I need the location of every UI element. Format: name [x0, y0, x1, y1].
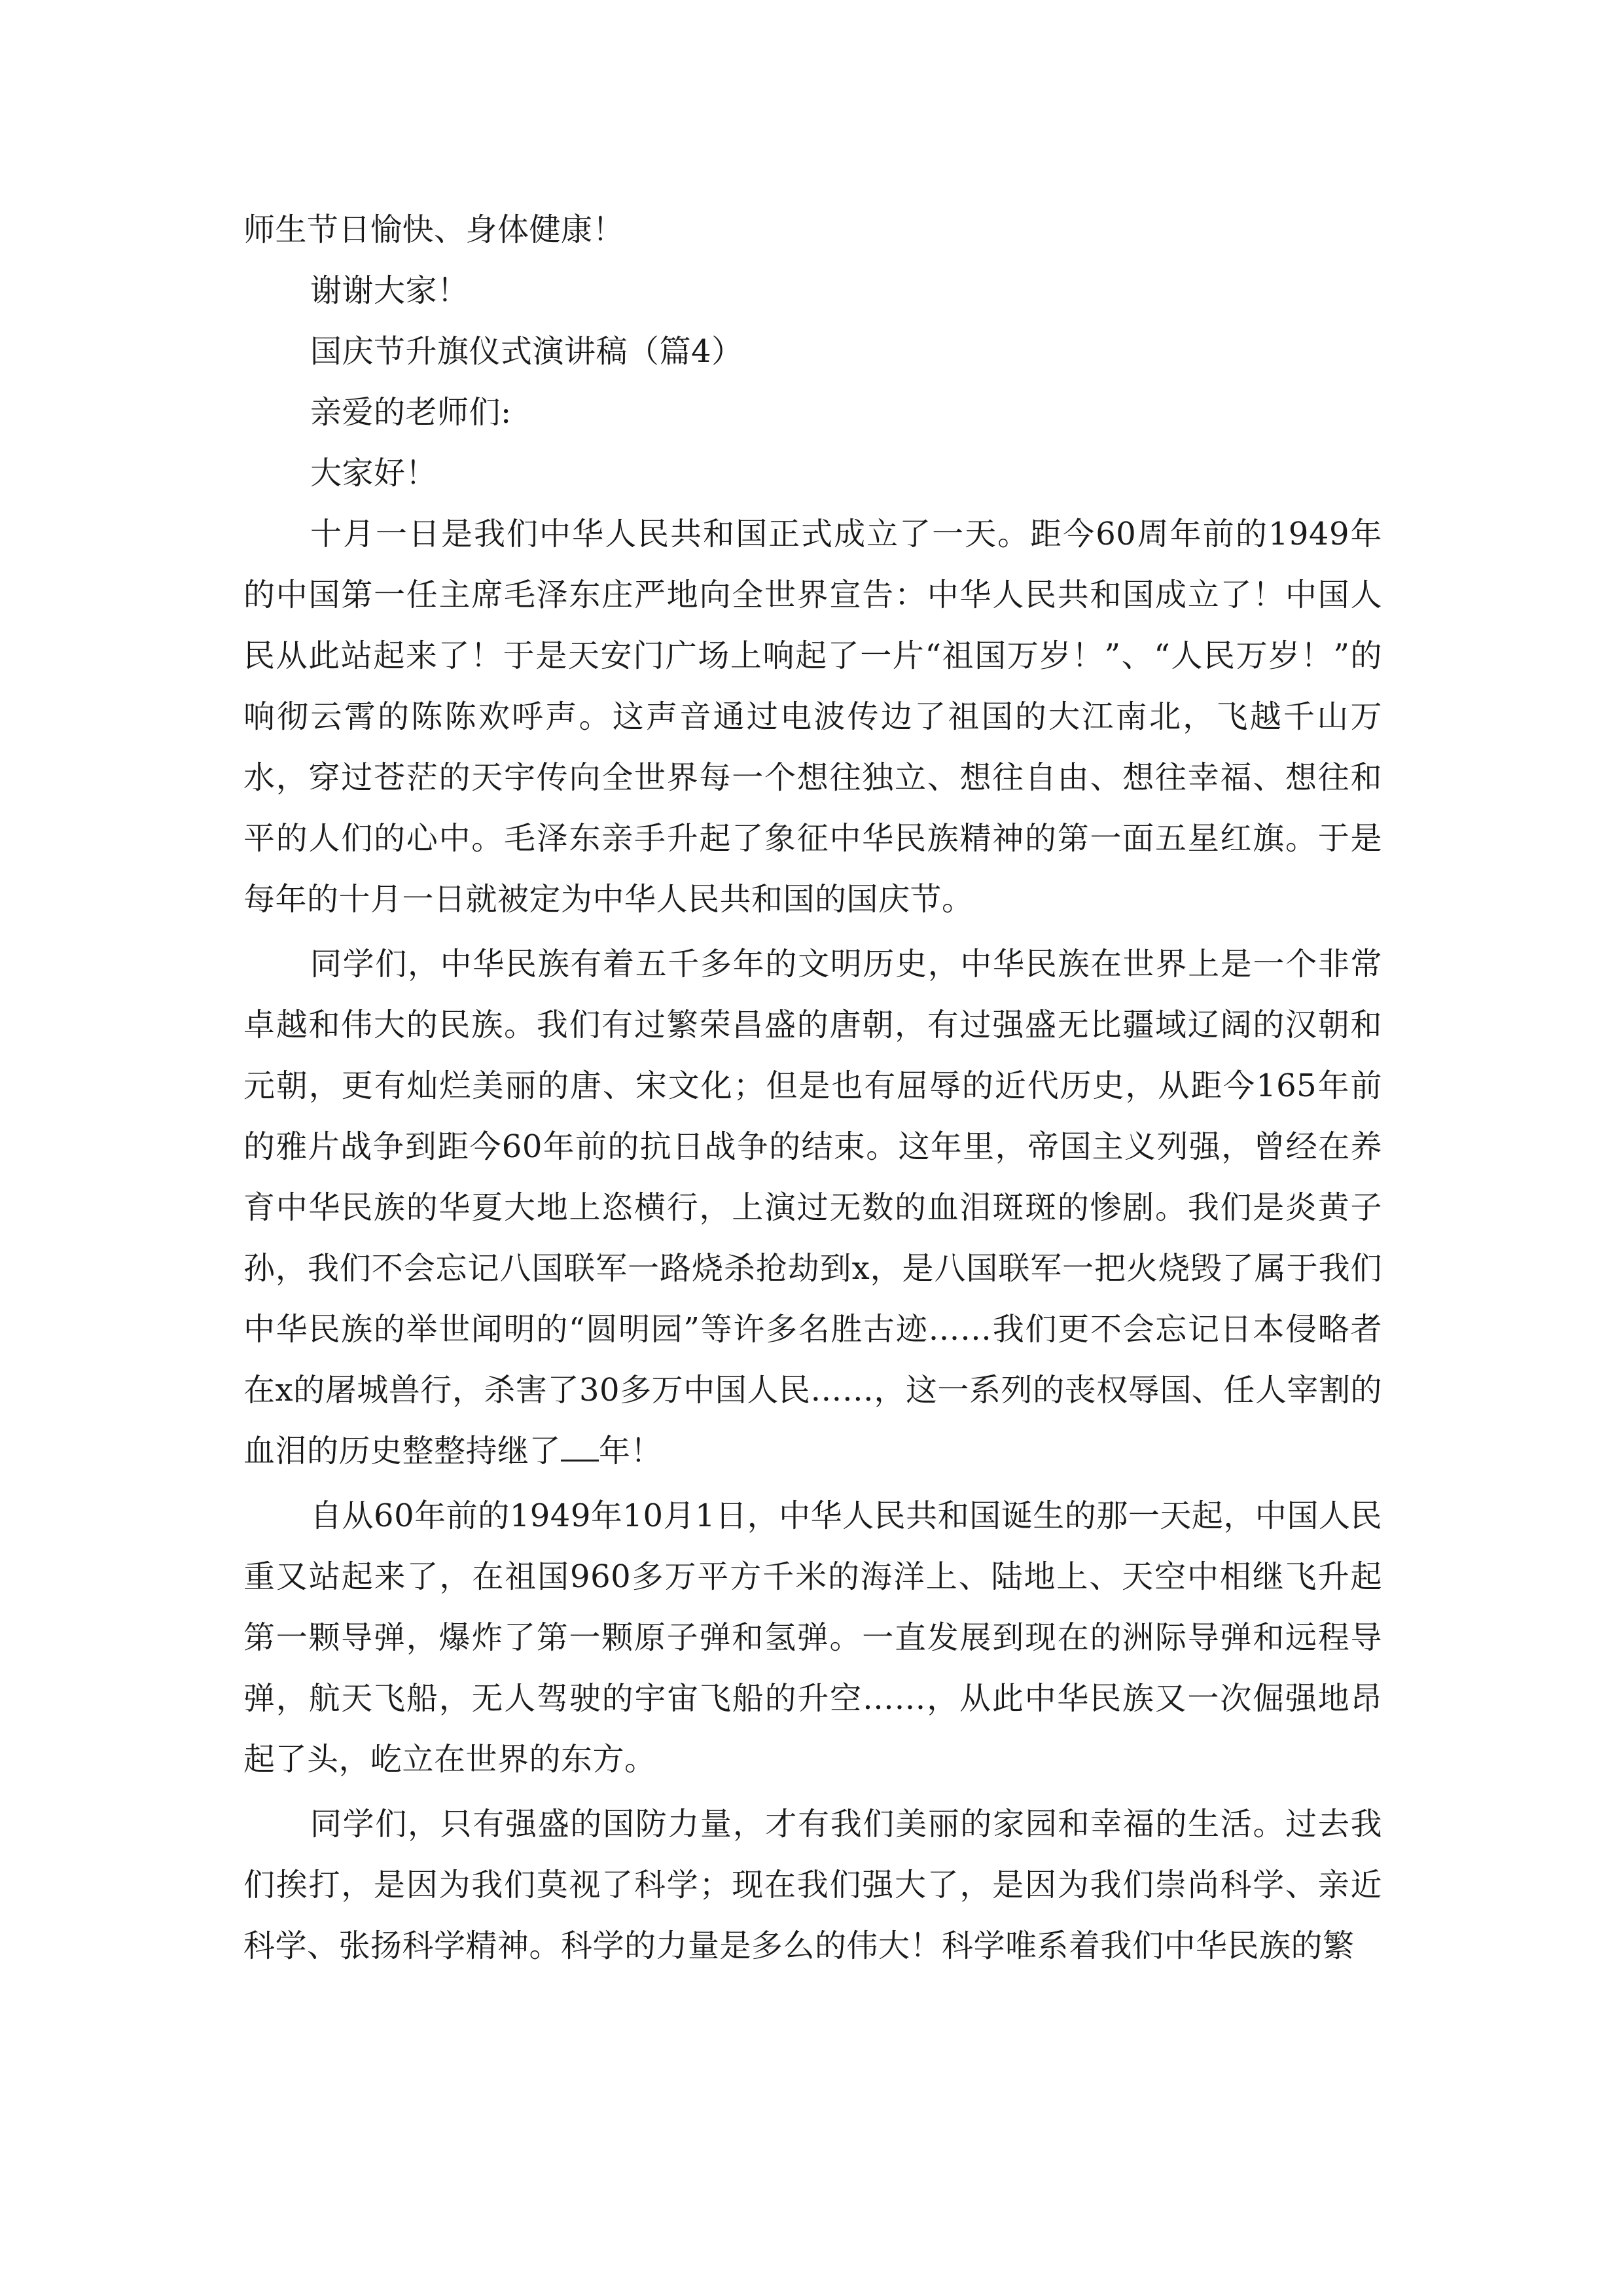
paragraph-rise: 自从60年前的1949年10月1日，中华人民共和国诞生的那一天起，中国人民重又站起来了，在祖国960多万平方千米的海洋上、陆地上、天空中相继飞升起第一颗导弹，爆炸了第一颗原子弹和氢弹。一直发展到现在的洲际导弹和远程导弹，航天飞船，无人驾驶的宇宙飞船的升空……，从此中华民族又一次倔强地昂起了头，屹立在世界的东方。: [243, 1498, 1382, 1778]
paragraph-founding: 十月一日是我们中华人民共和国正式成立了一天。距今60周年前的1949年的中国第一任主席毛泽东庄严地向全世界宣告：中华人民共和国成立了！中国人民从此站起来了！于是天安门广场上响起了一片“祖国万岁！”、“人民万岁！”的响彻云霄的陈陈欢呼声。这声音通过电波传边了祖国的大江南北，飞越千山万水，穿过苍茫的天宇传向全世界每一个想往独立、想往自由、想往幸福、想往和平的人们的心中。毛泽东亲手升起了象征中华民族精神的第一面五星红旗。于是每年的十月一日就被定为中华人民共和国的国庆节。: [243, 516, 1382, 918]
paragraph-history-tail: 年！: [599, 1433, 663, 1469]
document-body: [243, 200, 1382, 1977]
paragraph-history-text: 同学们，中华民族有着五千多年的文明历史，中华民族在世界上是一个非常卓越和伟大的民族。我们有过繁荣昌盛的唐朝，有过强盛无比疆域辽阔的汉朝和元朝，更有灿烂美丽的唐、宋文化；但是也有屈辱的近代历史，从距今165年前的雅片战争到距今60年前的抗日战争的结束。这年里，帝国主义列强，曾经在养育中华民族的华夏大地上恣横行，上演过无数的血泪斑斑的惨剧。我们是炎黄子孙，我们不会忘记八国联军一路烧杀抢劫到x，是八国联军一把火烧毁了属于我们中华民族的举世闻明的“圆明园”等许多名胜古迹……我们更不会忘记日本侵略者在x的屠城兽行，杀害了30多万中国人民……，这一系列的丧权辱国、任人宰割的血泪的历史整整持继了: [243, 946, 1382, 1469]
paragraph-science: 同学们，只有强盛的国防力量，才有我们美丽的家园和幸福的生活。过去我们挨打，是因为我们莫视了科学；现在我们强大了，是因为我们崇尚科学、亲近科学、张扬科学精神。科学的力量是多么的伟大！科学唯系着我们中华民族的繁: [243, 1806, 1382, 1964]
paragraph-history: [243, 934, 1382, 1482]
fill-in-blank: [561, 1433, 599, 1462]
paragraph-closing-wish: 师生节日愉快、身体健康！: [243, 211, 625, 248]
speech-title: 国庆节升旗仪式演讲稿（篇4）: [310, 333, 743, 370]
paragraph-thanks: 谢谢大家！: [310, 272, 469, 309]
greeting: 大家好！: [310, 455, 438, 492]
salutation: 亲爱的老师们:: [310, 394, 512, 431]
